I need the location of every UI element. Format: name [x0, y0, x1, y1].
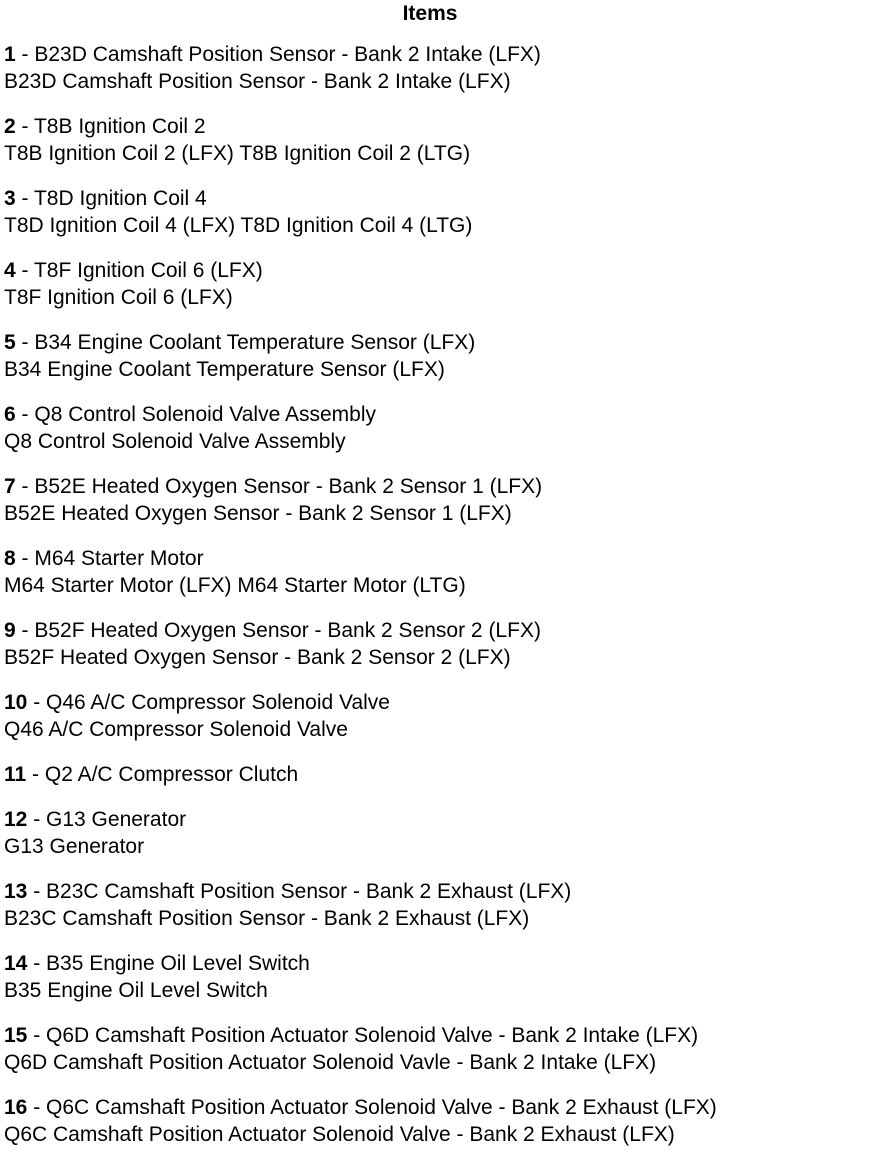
- item-title-line: [4, 761, 856, 788]
- item-number: 11: [4, 763, 27, 786]
- item-title-line: [4, 1094, 856, 1121]
- item-title-line: [4, 617, 856, 644]
- item-name: G13 Generator: [46, 808, 187, 831]
- item-title-line: [4, 185, 856, 212]
- item-number: 13: [4, 880, 28, 903]
- item-row: [4, 545, 856, 599]
- item-number: 4: [4, 259, 16, 282]
- item-detail-line: Q8 Control Solenoid Valve Assembly: [4, 430, 346, 453]
- item-number: 10: [4, 691, 28, 714]
- item-name: T8D Ignition Coil 4: [33, 187, 207, 210]
- item-number: 9: [4, 619, 16, 642]
- item-number: 3: [4, 187, 16, 210]
- item-row: [4, 473, 856, 527]
- number-separator: -: [15, 547, 35, 570]
- item-title-line: [4, 41, 856, 68]
- item-detail-line: T8D Ignition Coil 4 (LFX) T8D Ignition Coil 4 (LTG): [4, 214, 473, 237]
- number-separator: -: [15, 475, 35, 498]
- item-detail-line: B52F Heated Oxygen Sensor - Bank 2 Sensor 2 (LFX): [4, 646, 511, 669]
- number-separator: -: [27, 691, 47, 714]
- item-title-line: [4, 545, 856, 572]
- item-name: M64 Starter Motor: [34, 547, 204, 570]
- item-number: 15: [4, 1024, 28, 1047]
- item-name: T8F Ignition Coil 6 (LFX): [33, 259, 263, 282]
- item-row: [4, 761, 856, 788]
- item-title-line: [4, 329, 856, 356]
- number-separator: -: [27, 1096, 47, 1119]
- item-row: [4, 401, 856, 455]
- page-title: Items: [402, 2, 458, 25]
- item-detail-line: Q6C Camshaft Position Actuator Solenoid Valve - Bank 2 Exhaust (LFX): [4, 1123, 675, 1146]
- item-name: Q46 A/C Compressor Solenoid Valve: [46, 691, 390, 714]
- item-name: B34 Engine Coolant Temperature Sensor (LFX): [34, 331, 476, 354]
- item-number: 7: [4, 475, 16, 498]
- item-number: 16: [4, 1096, 28, 1119]
- number-separator: -: [15, 331, 35, 354]
- item-name: B23D Camshaft Position Sensor - Bank 2 Intake (LFX): [34, 43, 541, 66]
- item-name: Q8 Control Solenoid Valve Assembly: [34, 403, 376, 426]
- number-separator: -: [27, 808, 47, 831]
- item-detail-line: T8B Ignition Coil 2 (LFX) T8B Ignition Coil 2 (LTG): [4, 142, 471, 165]
- number-separator: -: [15, 259, 34, 282]
- item-row: [4, 617, 856, 671]
- item-title-line: [4, 689, 856, 716]
- item-detail-line: B23D Camshaft Position Sensor - Bank 2 Intake (LFX): [4, 70, 511, 93]
- item-detail-line: M64 Starter Motor (LFX) M64 Starter Motor (LTG): [4, 574, 466, 597]
- number-separator: -: [15, 403, 35, 426]
- item-title-line: [4, 257, 856, 284]
- item-title-line: [4, 1022, 856, 1049]
- item-row: [4, 41, 856, 95]
- number-separator: -: [15, 43, 35, 66]
- item-number: 5: [4, 331, 16, 354]
- item-number: 12: [4, 808, 28, 831]
- item-number: 1: [4, 43, 16, 66]
- item-name: T8B Ignition Coil 2: [33, 115, 206, 138]
- item-row: [4, 950, 856, 1004]
- item-row: [4, 329, 856, 383]
- number-separator: -: [15, 187, 34, 210]
- item-detail-line: B23C Camshaft Position Sensor - Bank 2 Exhaust (LFX): [4, 907, 530, 930]
- item-name: Q6D Camshaft Position Actuator Solenoid Valve - Bank 2 Intake (LFX): [46, 1024, 699, 1047]
- item-row: [4, 1022, 856, 1076]
- items-list: [4, 41, 856, 1148]
- item-detail-line: G13 Generator: [4, 835, 145, 858]
- item-title-line: [4, 113, 856, 140]
- item-detail-line: Q6D Camshaft Position Actuator Solenoid Vavle - Bank 2 Intake (LFX): [4, 1051, 657, 1074]
- item-row: [4, 185, 856, 239]
- item-detail-line: Q46 A/C Compressor Solenoid Valve: [4, 718, 348, 741]
- item-name: B35 Engine Oil Level Switch: [46, 952, 310, 975]
- item-name: Q6C Camshaft Position Actuator Solenoid Valve - Bank 2 Exhaust (LFX): [46, 1096, 717, 1119]
- item-row: [4, 689, 856, 743]
- number-separator: -: [15, 619, 35, 642]
- item-number: 14: [4, 952, 28, 975]
- item-row: [4, 257, 856, 311]
- item-number: 8: [4, 547, 16, 570]
- item-row: [4, 113, 856, 167]
- item-detail-line: B34 Engine Coolant Temperature Sensor (LFX): [4, 358, 445, 381]
- item-row: [4, 806, 856, 860]
- item-detail-line: B35 Engine Oil Level Switch: [4, 979, 268, 1002]
- item-title-line: [4, 401, 856, 428]
- number-separator: -: [27, 1024, 47, 1047]
- number-separator: -: [27, 952, 47, 975]
- item-title-line: [4, 950, 856, 977]
- item-row: [4, 878, 856, 932]
- item-number: 2: [4, 115, 16, 138]
- item-name: B23C Camshaft Position Sensor - Bank 2 Exhaust (LFX): [46, 880, 572, 903]
- number-separator: -: [15, 115, 34, 138]
- item-number: 6: [4, 403, 16, 426]
- item-title-line: [4, 878, 856, 905]
- item-title-line: [4, 806, 856, 833]
- item-detail-line: T8F Ignition Coil 6 (LFX): [4, 286, 233, 309]
- item-row: [4, 1094, 856, 1148]
- number-separator: -: [26, 763, 45, 786]
- number-separator: -: [27, 880, 47, 903]
- item-name: B52E Heated Oxygen Sensor - Bank 2 Sensor 1 (LFX): [34, 475, 543, 498]
- item-name: B52F Heated Oxygen Sensor - Bank 2 Sensor 2 (LFX): [34, 619, 541, 642]
- item-title-line: [4, 473, 856, 500]
- item-detail-line: B52E Heated Oxygen Sensor - Bank 2 Sensor 1 (LFX): [4, 502, 512, 525]
- item-name: Q2 A/C Compressor Clutch: [44, 763, 299, 786]
